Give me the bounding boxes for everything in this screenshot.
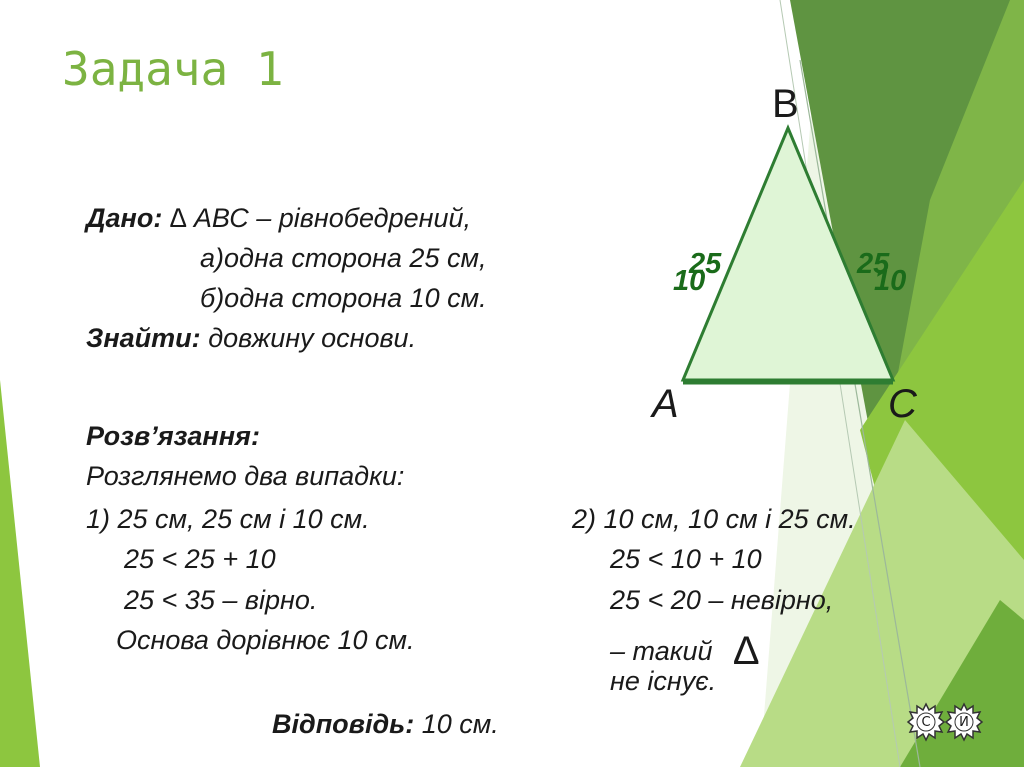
solution-label: Розв’язання: bbox=[86, 421, 260, 451]
case1-line-2: 25 < 25 + 10 bbox=[124, 544, 276, 574]
find-text: довжину основи. bbox=[208, 323, 417, 353]
prev-slide-label: С bbox=[921, 714, 931, 730]
answer-text: 10 см. bbox=[421, 709, 499, 739]
find-label: Знайти: bbox=[86, 323, 201, 353]
vertex-b-label: B bbox=[772, 82, 799, 126]
find-line bbox=[86, 325, 416, 352]
case1-line-3: 25 < 35 – вірно. bbox=[124, 585, 318, 615]
vertex-c-label: C bbox=[888, 382, 917, 426]
answer-label: Відповідь: bbox=[272, 709, 415, 739]
case2-line-1: 2) 10 см, 10 см і 25 см. bbox=[572, 504, 856, 534]
next-slide-button[interactable] bbox=[944, 702, 984, 742]
case1-line-1: 1) 25 см, 25 см і 10 см. bbox=[86, 504, 370, 534]
triangle-symbol: ∆ bbox=[734, 629, 759, 673]
next-slide-label: И bbox=[959, 714, 969, 730]
case2-line-3: 25 < 20 – невірно, bbox=[610, 585, 834, 615]
given-text-1: ∆ АВС – рівнобедрений, bbox=[169, 203, 472, 233]
given-label: Дано: bbox=[86, 203, 163, 233]
right-side-label-25: 25 bbox=[857, 248, 890, 280]
left-side-label-10: 10 bbox=[673, 265, 706, 297]
case2-line-2: 25 < 10 + 10 bbox=[610, 544, 762, 574]
left-side-label-25: 25 bbox=[689, 248, 722, 280]
left-green-wedge bbox=[0, 380, 40, 767]
slide-title: Задача 1 bbox=[62, 42, 284, 96]
given-line-2: а)одна сторона 25 см, bbox=[200, 243, 487, 273]
case1-line-4: Основа дорівнює 10 см. bbox=[116, 625, 415, 655]
case2-line-5: не існує. bbox=[610, 666, 717, 696]
prev-slide-button[interactable] bbox=[906, 702, 946, 742]
answer-line bbox=[272, 711, 499, 738]
case2-line-4 bbox=[610, 627, 759, 673]
given-line-3: б)одна сторона 10 см. bbox=[200, 283, 487, 313]
right-side-label-10: 10 bbox=[874, 265, 907, 297]
given-line-1 bbox=[86, 205, 471, 232]
case2-line-4-text: – такий bbox=[610, 636, 713, 666]
vertex-a-label: A bbox=[652, 382, 679, 426]
solution-intro: Розглянемо два випадки: bbox=[86, 461, 405, 491]
